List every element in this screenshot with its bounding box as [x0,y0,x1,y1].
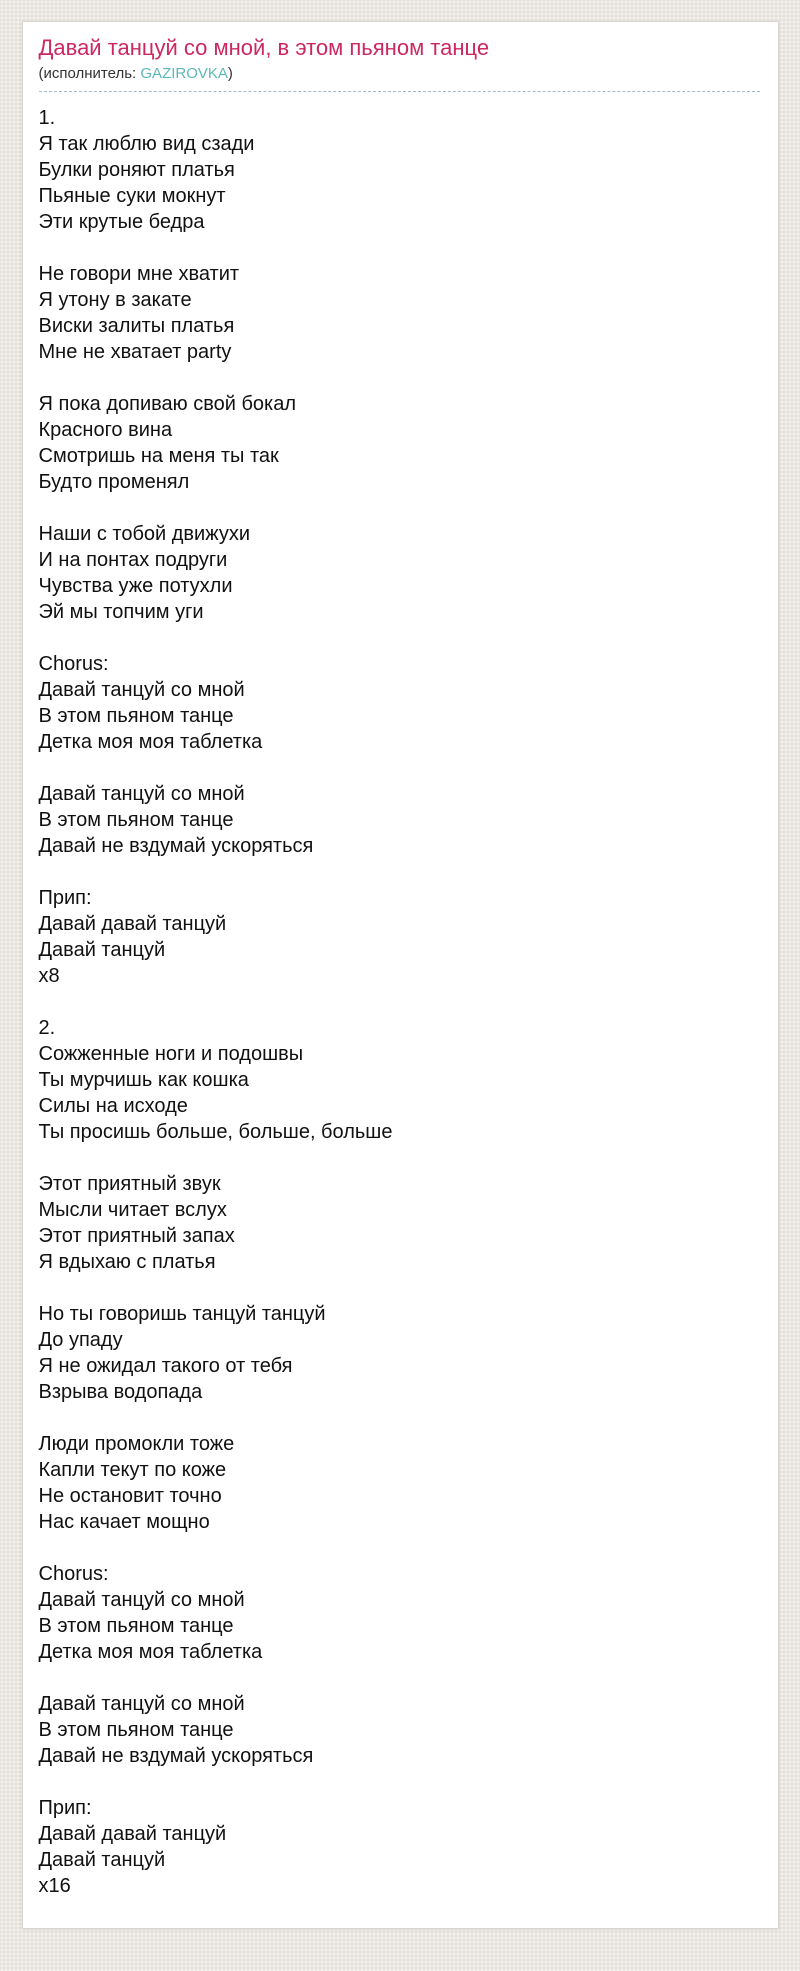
lyric-line: Я вдыхаю с платья [38,1251,216,1273]
page-title: Давай танцуй со мной, в этом пьяном танце [38,35,490,60]
artist-label: (исполнитель: [38,65,137,82]
lyric-line: Люди промокли тоже [38,1433,235,1455]
lyric-line [39,365,760,391]
lyric-line: Булки роняют платья [38,159,235,181]
lyric-line: Давай танцуй со мной [38,1589,245,1611]
lyric-line: Не остановит точно [38,1485,222,1507]
lyric-line: Будто променял [38,471,190,493]
lyric-line [39,989,760,1015]
lyric-line: Я пока допиваю свой бокал [38,393,297,415]
lyric-line [39,859,760,885]
lyric-line: В этом пьяном танце [38,705,234,727]
lyric-line: Эти крутые бедра [38,211,205,233]
lyric-line: Давай не вздумай ускоряться [38,1745,314,1767]
lyric-line: Chorus: [38,653,109,675]
lyric-line: Ты просишь больше, больше, больше [38,1121,393,1143]
lyric-line: Давай танцуй со мной [38,783,245,805]
lyric-line: Я не ожидал такого от тебя [38,1355,293,1377]
lyric-line: Я утону в закате [38,289,192,311]
lyric-line: И на понтах подруги [38,549,228,571]
lyric-line: Давай танцуй [38,939,166,961]
artist-suffix: ) [227,65,233,82]
lyric-line: В этом пьяном танце [38,1615,234,1637]
page-background [0,21,800,1971]
lyric-line: Мысли читает вслух [38,1199,227,1221]
lyric-line: В этом пьяном танце [38,809,234,831]
lyric-line [39,495,760,521]
lyric-line: Эй мы топчим уги [38,601,204,623]
lyric-line: Я так люблю вид сзади [38,133,255,155]
lyric-line: Капли текут по коже [38,1459,227,1481]
lyric-line [39,625,760,651]
lyric-line [39,1145,760,1171]
lyric-line: Чувства уже потухли [38,575,233,597]
lyric-line: Этот приятный звук [38,1173,221,1195]
lyric-line: Не говори мне хватит [38,263,240,285]
lyric-line: Давай танцуй со мной [38,1693,245,1715]
lyric-line: Давай не вздумай ускоряться [38,835,314,857]
lyric-line: Взрыва водопада [38,1381,203,1403]
lyric-line: Ты мурчишь как кошка [38,1069,249,1091]
lyric-line: Мне не хватает party [38,341,232,363]
lyric-line: 2. [38,1017,56,1039]
artist-link[interactable]: GAZIROVKA [140,65,228,82]
lyric-line: Chorus: [38,1563,109,1585]
lyric-line: Силы на исходе [38,1095,188,1117]
lyric-line [39,1535,760,1561]
lyric-line: Прип: [38,1797,92,1819]
lyric-line: Детка моя моя таблетка [38,1641,263,1663]
lyric-line: Сожженные ноги и подошвы [38,1043,304,1065]
lyric-line: Прип: [38,887,92,909]
artist-line [39,65,760,83]
lyric-line [39,1665,760,1691]
song-header [39,34,760,92]
lyric-line [39,1769,760,1795]
lyrics-text [39,105,760,1899]
lyric-line: Давай танцуй со мной [38,679,245,701]
lyric-line: Детка моя моя таблетка [38,731,263,753]
lyric-line: Давай давай танцуй [38,1823,227,1845]
lyric-line [39,235,760,261]
lyric-line: Давай танцуй [38,1849,166,1871]
lyric-line: х8 [38,965,60,987]
lyric-line: Давай давай танцуй [38,913,227,935]
lyric-line: х16 [38,1875,71,1897]
lyric-line: Этот приятный запах [38,1225,235,1247]
lyric-line [39,755,760,781]
lyric-line [39,1275,760,1301]
lyric-line: В этом пьяном танце [38,1719,234,1741]
lyric-line [39,1405,760,1431]
lyric-line: Смотришь на меня ты так [38,445,279,467]
lyric-line: Пьяные суки мокнут [38,185,226,207]
lyric-line: Виски залиты платья [38,315,235,337]
lyric-line: 1. [38,107,56,129]
lyric-line: Наши с тобой движухи [38,523,251,545]
lyric-line: Нас качает мощно [38,1511,210,1533]
lyric-line: Но ты говоришь танцуй танцуй [38,1303,326,1325]
lyric-line: Красного вина [38,419,173,441]
lyrics-card [22,21,779,1929]
lyric-line: До упаду [38,1329,123,1351]
